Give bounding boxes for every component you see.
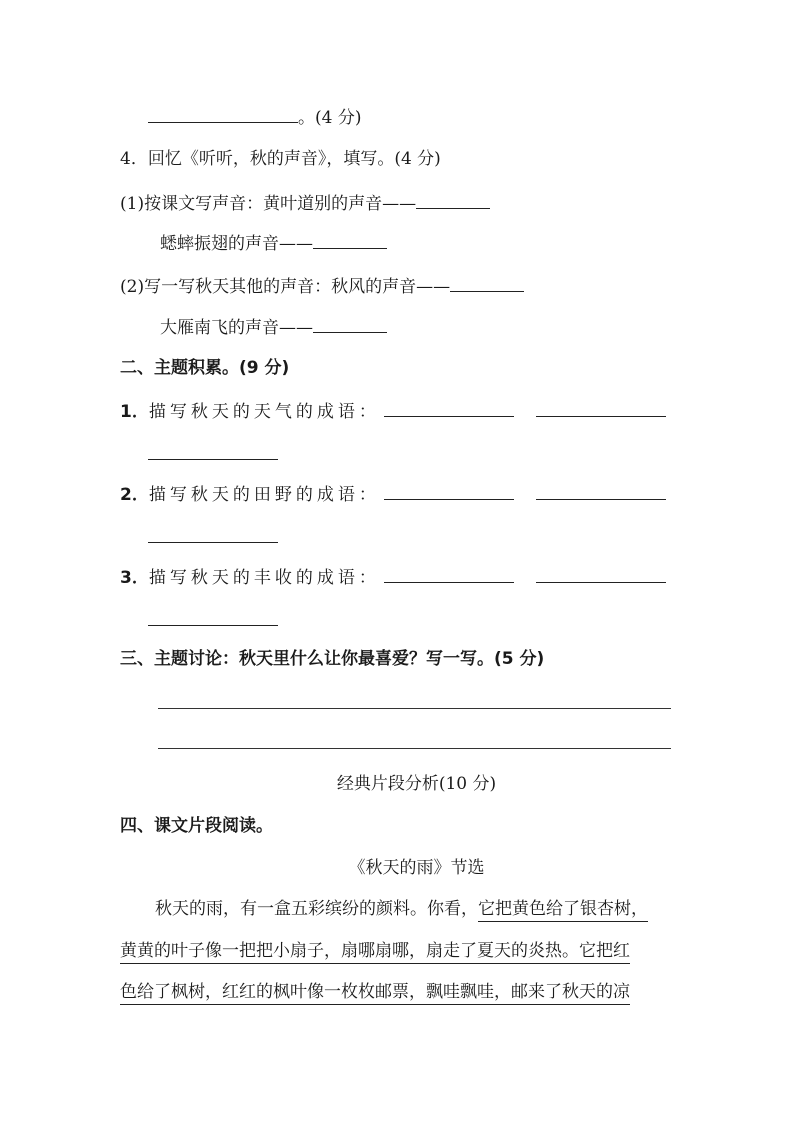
blank[interactable] [536, 564, 666, 583]
blank[interactable] [384, 481, 514, 500]
blank[interactable] [384, 398, 514, 417]
section-3-heading: 三、主题讨论：秋天里什么让你最喜爱？写一写。(5 分) [120, 649, 545, 669]
blank[interactable] [450, 273, 524, 292]
section-2-item-1 [120, 398, 666, 424]
blank[interactable] [384, 564, 514, 583]
passage-line-3 [120, 980, 630, 1004]
score-suffix: 。(4 分) [298, 108, 362, 128]
section-2-heading: 二、主题积累。(9 分) [120, 358, 290, 378]
blank[interactable] [148, 524, 278, 543]
question-4-part-1-sub [160, 230, 387, 256]
item-text: 描写秋天的田野的成语： [148, 485, 380, 505]
passage-title: 《秋天的雨》节选 [348, 858, 485, 878]
blank[interactable] [536, 398, 666, 417]
item-text: 描写秋天的丰收的成语： [148, 568, 380, 588]
item-number: 2． [120, 485, 149, 505]
analysis-title: 经典片段分析(10 分) [336, 774, 497, 794]
part-1-sub-label: 蟋蟀振翅的声音—— [160, 234, 313, 254]
blank[interactable] [313, 314, 387, 333]
passage-line-2 [120, 939, 630, 963]
question-4-heading: 4．回忆《听听，秋的声音》，填写。(4 分) [120, 149, 441, 169]
section-2-item-1-wrap [148, 441, 278, 467]
blank[interactable] [148, 441, 278, 460]
section-2-item-2 [120, 481, 666, 507]
passage-text: 秋天的雨，有一盒五彩缤纷的颜料。你看， [155, 899, 478, 919]
section-2-item-2-wrap [148, 524, 278, 550]
section-2-item-3 [120, 564, 666, 590]
blank[interactable] [148, 104, 298, 123]
answer-line-continuation [148, 104, 361, 130]
part-2-label: (2)写一写秋天其他的声音：秋风的声音—— [120, 277, 451, 297]
blank[interactable] [313, 230, 387, 249]
blank[interactable] [148, 607, 278, 626]
question-4-part-2 [120, 273, 524, 299]
part-2-sub-label: 大雁南飞的声音—— [160, 318, 313, 338]
underlined-text: 它把黄色给了银杏树， [478, 899, 648, 922]
blank[interactable] [536, 481, 666, 500]
section-4-heading: 四、课文片段阅读。 [120, 816, 273, 836]
blank[interactable] [416, 190, 490, 209]
passage-line-1 [155, 897, 648, 921]
item-text: 描写秋天的天气的成语： [148, 402, 380, 422]
item-number: 1． [120, 402, 149, 422]
question-4-part-2-sub [160, 314, 387, 340]
answer-line[interactable] [158, 708, 671, 709]
item-number: 3． [120, 568, 149, 588]
answer-line[interactable] [158, 748, 671, 749]
section-2-item-3-wrap [148, 607, 278, 633]
underlined-text: 色给了枫树，红红的枫叶像一枚枚邮票，飘哇飘哇，邮来了秋天的凉 [120, 982, 630, 1005]
underlined-text: 黄黄的叶子像一把把小扇子，扇哪扇哪，扇走了夏天的炎热。它把红 [120, 941, 630, 964]
part-1-label: (1)按课文写声音：黄叶道别的声音—— [120, 194, 417, 214]
question-4-part-1 [120, 190, 490, 216]
